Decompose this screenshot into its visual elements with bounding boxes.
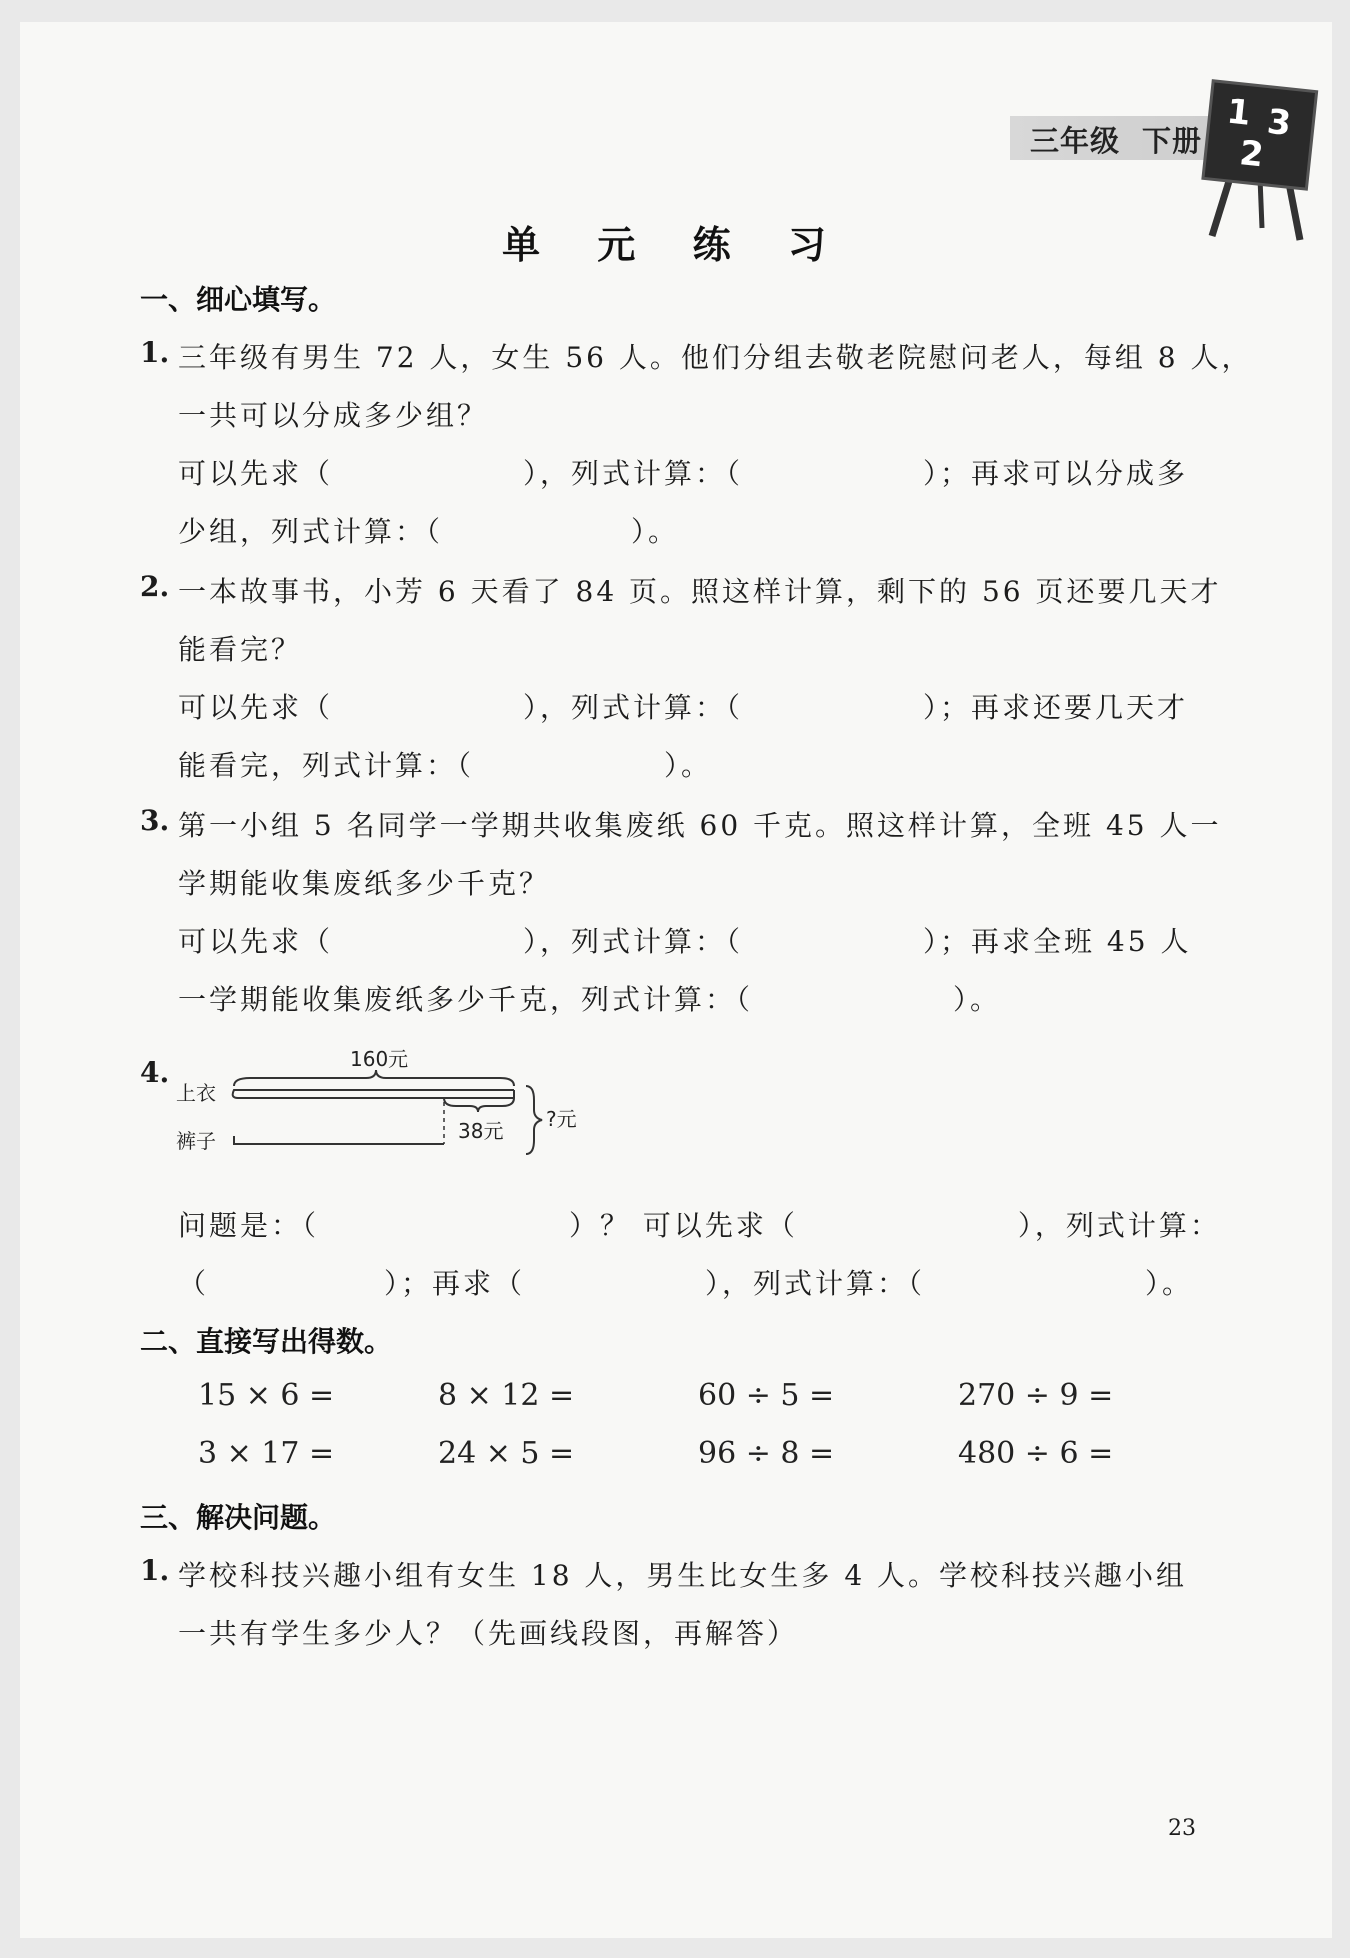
q4-text-c: ），列式计算： xyxy=(1017,1209,1221,1242)
q1-line3 xyxy=(178,452,1188,492)
top-label: 160元 xyxy=(350,1047,409,1071)
section3-heading: 三、解决问题。 xyxy=(140,1501,337,1534)
grade-text: 三年级 xyxy=(1030,124,1121,158)
difference-label: 38元 xyxy=(458,1119,504,1143)
section2-heading: 二、直接写出得数。 xyxy=(140,1325,393,1358)
q1-line1: 三年级有男生 72 人，女生 56 人。他们分组去敬老院慰问老人，每组 8 人， xyxy=(178,341,1253,374)
difference-brace xyxy=(444,1098,514,1112)
top-brace xyxy=(234,1070,514,1086)
q4-text-g: ）。 xyxy=(1145,1267,1194,1300)
row1-label: 上衣 xyxy=(176,1081,216,1105)
q1-text-b: ），列式计算：（ xyxy=(523,457,744,490)
pants-segment xyxy=(234,1136,444,1144)
q4-line1 xyxy=(178,1204,1221,1244)
grade-label xyxy=(1030,119,1202,160)
q2-number: 2. xyxy=(140,570,170,603)
q1-text-d: 少组，列式计算：（ xyxy=(178,515,444,548)
section1-heading: 一、细心填写。 xyxy=(140,283,337,316)
q3-line3 xyxy=(178,920,1191,960)
q3-text-e: ）。 xyxy=(953,983,1002,1016)
q3-number: 3. xyxy=(140,804,170,837)
total-brace xyxy=(526,1086,542,1154)
q4-text-b: ）？ 可以先求（ xyxy=(569,1209,798,1242)
q3-line2: 学期能收集废纸多少千克？ xyxy=(178,867,551,900)
q2-text-c: ）；再求还要几天才 xyxy=(923,691,1189,724)
badge-digit-2: 2 xyxy=(1237,133,1266,176)
q3-text-a: 可以先求（ xyxy=(178,925,334,958)
calc-3: 60 ÷ 5 = xyxy=(698,1378,835,1413)
calc-6: 24 × 5 = xyxy=(438,1436,575,1471)
badge-digit-3: 3 xyxy=(1265,101,1293,145)
shirt-segment xyxy=(233,1090,514,1098)
page-number: 23 xyxy=(1168,1816,1196,1841)
badge-digit-1: 1 xyxy=(1224,91,1253,134)
q2-line3 xyxy=(178,686,1188,726)
calc-2: 8 × 12 = xyxy=(438,1378,575,1413)
q1-number: 1. xyxy=(140,336,170,369)
q2-line1: 一本故事书，小芳 6 天看了 84 页。照这样计算，剩下的 56 页还要几天才 xyxy=(178,575,1222,608)
s3-q1-line1: 学校科技兴趣小组有女生 18 人，男生比女生多 4 人。学校科技兴趣小组 xyxy=(178,1559,1188,1592)
s3-q1-line2: 一共有学生多少人？（先画线段图，再解答） xyxy=(178,1617,799,1650)
row2-label: 裤子 xyxy=(176,1129,216,1153)
q4-line2 xyxy=(178,1262,1193,1302)
q4-text-a: 问题是：（ xyxy=(178,1209,320,1242)
q1-line2: 一共可以分成多少组？ xyxy=(178,399,489,432)
q4-text-d: （ xyxy=(178,1267,210,1300)
q4-text-f: ），列式计算：（ xyxy=(705,1267,926,1300)
q1-text-c: ）；再求可以分成多 xyxy=(923,457,1189,490)
calc-1: 15 × 6 = xyxy=(198,1378,335,1413)
q2-text-b: ），列式计算：（ xyxy=(523,691,744,724)
calc-8: 480 ÷ 6 = xyxy=(958,1436,1114,1471)
q4-text-e: ）；再求（ xyxy=(384,1267,526,1300)
q3-line4 xyxy=(178,978,1001,1018)
page-title: 单 元 练 习 xyxy=(502,223,848,267)
q2-text-d: 能看完，列式计算：（ xyxy=(178,749,475,782)
q3-line1: 第一小组 5 名同学一学期共收集废纸 60 千克。照这样计算，全班 45 人一 xyxy=(178,809,1222,842)
volume-text: 下册 xyxy=(1142,124,1203,158)
q1-line4 xyxy=(178,510,679,550)
q2-line4 xyxy=(178,744,712,784)
q2-text-a: 可以先求（ xyxy=(178,691,334,724)
q3-text-b: ），列式计算：（ xyxy=(523,925,744,958)
q4-number: 4. xyxy=(140,1056,170,1089)
q1-text-e: ）。 xyxy=(631,515,680,548)
s3-q1-number: 1. xyxy=(140,1554,170,1587)
total-label: ?元 xyxy=(546,1107,577,1131)
q3-text-d: 一学期能收集废纸多少千克，列式计算：（ xyxy=(178,983,754,1016)
q2-text-e: ）。 xyxy=(664,749,713,782)
q3-text-c: ）；再求全班 45 人 xyxy=(923,925,1192,958)
q2-line2: 能看完？ xyxy=(178,633,303,666)
line-segment-diagram xyxy=(170,1044,590,1174)
calc-5: 3 × 17 = xyxy=(198,1436,335,1471)
calc-4: 270 ÷ 9 = xyxy=(958,1378,1114,1413)
q1-text-a: 可以先求（ xyxy=(178,457,334,490)
calc-7: 96 ÷ 8 = xyxy=(698,1436,835,1471)
